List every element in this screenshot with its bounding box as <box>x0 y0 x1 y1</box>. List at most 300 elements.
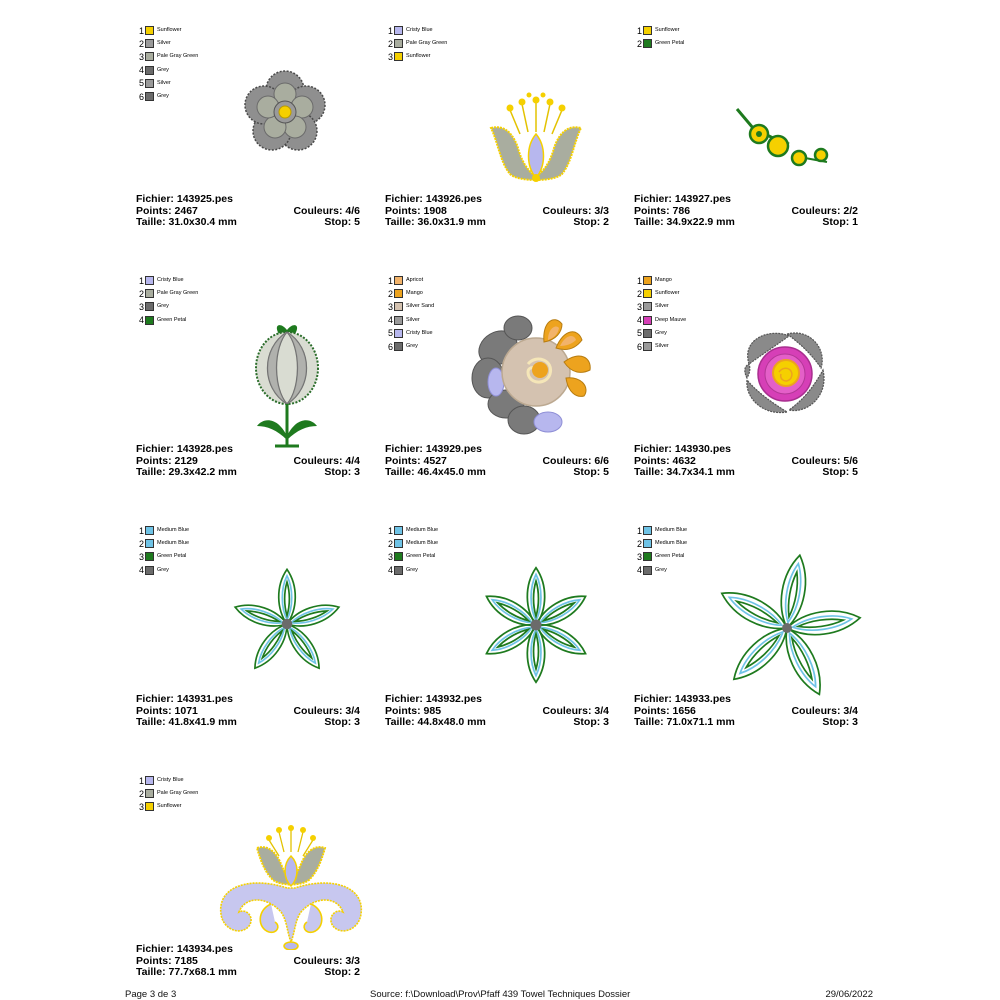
stop-label: Stop: <box>573 216 601 228</box>
size-label: Taille: <box>385 716 415 728</box>
thread-row <box>385 537 438 550</box>
thread-name: Silver <box>157 40 171 47</box>
stop-line <box>324 467 360 479</box>
points-label: Points: <box>136 454 172 467</box>
design-info <box>634 444 858 479</box>
colours-label: Couleurs: <box>791 704 841 717</box>
thread-name: Grey <box>655 566 667 573</box>
thread-number: 4 <box>138 315 144 326</box>
thread-number: 2 <box>636 38 642 49</box>
thread-palette <box>385 274 434 353</box>
file-name: 143925.pes <box>176 193 233 205</box>
size-line <box>634 217 735 229</box>
stop-label: Stop: <box>324 716 352 728</box>
thread-number: 2 <box>387 38 393 49</box>
thread-name: Grey <box>157 66 169 73</box>
thread-swatch <box>394 552 403 561</box>
thread-number: 1 <box>138 775 144 786</box>
stop-value: 1 <box>852 216 858 228</box>
points-value: 1908 <box>423 204 447 217</box>
thread-row <box>634 340 686 353</box>
size-value: 34.7x34.1 mm <box>666 466 735 478</box>
points-value: 2129 <box>174 454 198 467</box>
thread-row <box>136 37 198 50</box>
thread-row <box>136 64 198 77</box>
thread-row <box>136 550 189 563</box>
embroidery-preview-berries <box>713 50 863 200</box>
thread-swatch <box>145 92 154 101</box>
colours-value: 4/6 <box>345 204 360 217</box>
thread-row <box>136 537 189 550</box>
thread-row <box>136 274 198 287</box>
thread-row <box>634 274 686 287</box>
design-info <box>385 694 609 729</box>
thread-row <box>634 287 686 300</box>
thread-number: 1 <box>138 275 144 286</box>
stop-value: 5 <box>354 216 360 228</box>
stop-value: 2 <box>603 216 609 228</box>
thread-number: 2 <box>138 788 144 799</box>
thread-swatch <box>643 39 652 48</box>
thread-name: Cristy Blue <box>157 777 184 784</box>
thread-name: Sunflower <box>406 53 431 60</box>
colours-label: Couleurs: <box>791 204 841 217</box>
design-info <box>634 194 858 229</box>
thread-row <box>136 287 198 300</box>
points-value: 4632 <box>672 454 696 467</box>
thread-name: Sunflower <box>655 290 680 297</box>
design-card <box>130 10 360 240</box>
stop-line <box>324 967 360 979</box>
thread-swatch <box>643 276 652 285</box>
print-date: 29/06/2022 <box>825 989 873 1000</box>
thread-name: Green Petal <box>406 553 436 560</box>
thread-name: Pale Gray Green <box>157 53 199 60</box>
thread-name: Pale Gray Green <box>406 40 448 47</box>
thread-number: 5 <box>636 328 642 339</box>
thread-name: Grey <box>157 303 169 310</box>
stop-line <box>573 717 609 729</box>
colours-value: 5/6 <box>843 454 858 467</box>
size-value: 71.0x71.1 mm <box>666 716 735 728</box>
thread-number: 1 <box>138 525 144 536</box>
thread-swatch <box>394 539 403 548</box>
size-line <box>136 717 237 729</box>
colours-value: 3/3 <box>594 204 609 217</box>
thread-name: Grey <box>406 343 418 350</box>
thread-name: Medium Blue <box>406 527 439 534</box>
thread-swatch <box>394 52 403 61</box>
thread-number: 1 <box>138 25 144 36</box>
thread-swatch <box>145 566 154 575</box>
thread-swatch <box>145 316 154 325</box>
thread-name: Green Petal <box>157 316 187 323</box>
thread-swatch <box>643 316 652 325</box>
thread-row <box>136 300 198 313</box>
thread-name: Medium Blue <box>157 540 190 547</box>
thread-name: Grey <box>655 329 667 336</box>
thread-row <box>136 314 198 327</box>
thread-row <box>136 24 198 37</box>
size-line <box>136 967 237 979</box>
thread-swatch <box>394 289 403 298</box>
thread-name: Sunflower <box>157 803 182 810</box>
points-label: Points: <box>385 204 421 217</box>
thread-palette <box>634 524 687 577</box>
thread-swatch <box>643 526 652 535</box>
thread-swatch <box>643 289 652 298</box>
thread-number: 1 <box>636 275 642 286</box>
points-value: 2467 <box>174 204 198 217</box>
size-line <box>385 217 486 229</box>
file-name: 143932.pes <box>425 693 482 705</box>
file-label: Fichier: <box>385 443 423 455</box>
thread-palette <box>136 774 198 814</box>
size-line <box>136 217 237 229</box>
points-value: 1071 <box>174 704 198 717</box>
size-value: 34.9x22.9 mm <box>666 216 735 228</box>
design-card <box>379 510 609 740</box>
stop-line <box>822 217 858 229</box>
design-card <box>130 510 360 740</box>
file-name: 143928.pes <box>176 443 233 455</box>
design-card <box>379 260 609 490</box>
thread-swatch <box>394 342 403 351</box>
thread-name: Cristy Blue <box>406 329 433 336</box>
size-line <box>385 467 486 479</box>
file-name: 143934.pes <box>176 943 233 955</box>
thread-number: 6 <box>636 341 642 352</box>
points-label: Points: <box>634 454 670 467</box>
file-label: Fichier: <box>634 693 672 705</box>
colours-label: Couleurs: <box>293 204 343 217</box>
thread-number: 3 <box>636 301 642 312</box>
stop-value: 3 <box>852 716 858 728</box>
thread-name: Medium Blue <box>406 540 439 547</box>
size-label: Taille: <box>385 466 415 478</box>
thread-name: Pale Gray Green <box>157 290 199 297</box>
embroidery-preview-large-loop-flower <box>713 550 863 700</box>
thread-number: 3 <box>138 301 144 312</box>
thread-row <box>634 300 686 313</box>
stop-line <box>324 717 360 729</box>
size-label: Taille: <box>136 966 166 978</box>
thread-palette <box>385 24 447 64</box>
thread-number: 5 <box>138 78 144 89</box>
thread-name: Deep Mauve <box>655 316 687 323</box>
design-card <box>130 760 360 990</box>
stop-label: Stop: <box>324 216 352 228</box>
thread-name: Grey <box>157 93 169 100</box>
points-value: 1656 <box>672 704 696 717</box>
colours-value: 4/4 <box>345 454 360 467</box>
thread-name: Green Petal <box>157 553 187 560</box>
size-value: 29.3x42.2 mm <box>168 466 237 478</box>
size-label: Taille: <box>634 716 664 728</box>
thread-swatch <box>394 39 403 48</box>
thread-name: Medium Blue <box>655 540 688 547</box>
size-label: Taille: <box>634 216 664 228</box>
thread-swatch <box>394 316 403 325</box>
size-line <box>385 717 486 729</box>
thread-swatch <box>145 789 154 798</box>
thread-name: Cristy Blue <box>406 27 433 34</box>
stop-label: Stop: <box>324 966 352 978</box>
thread-swatch <box>145 539 154 548</box>
thread-number: 1 <box>636 25 642 36</box>
colours-label: Couleurs: <box>293 454 343 467</box>
thread-row <box>634 37 684 50</box>
embroidery-preview-six-petal-flower <box>464 550 614 700</box>
stop-label: Stop: <box>324 466 352 478</box>
size-label: Taille: <box>136 466 166 478</box>
thread-row <box>634 537 687 550</box>
stop-line <box>822 717 858 729</box>
stop-label: Stop: <box>822 466 850 478</box>
thread-number: 6 <box>138 91 144 102</box>
design-card <box>379 10 609 240</box>
thread-row <box>634 327 686 340</box>
thread-number: 3 <box>387 551 393 562</box>
points-label: Points: <box>385 454 421 467</box>
stop-value: 2 <box>354 966 360 978</box>
size-line <box>136 467 237 479</box>
thread-swatch <box>145 79 154 88</box>
thread-number: 3 <box>138 551 144 562</box>
colours-label: Couleurs: <box>542 204 592 217</box>
thread-row <box>385 287 434 300</box>
thread-number: 4 <box>636 315 642 326</box>
file-label: Fichier: <box>385 693 423 705</box>
thread-name: Cristy Blue <box>157 277 184 284</box>
size-label: Taille: <box>136 716 166 728</box>
design-info <box>385 194 609 229</box>
thread-swatch <box>145 776 154 785</box>
thread-name: Mango <box>406 290 423 297</box>
file-name: 143929.pes <box>425 443 482 455</box>
thread-number: 1 <box>387 275 393 286</box>
thread-name: Grey <box>406 566 418 573</box>
size-label: Taille: <box>385 216 415 228</box>
design-info <box>136 444 360 479</box>
thread-number: 2 <box>387 288 393 299</box>
embroidery-preview-flower <box>215 50 365 200</box>
thread-name: Silver <box>157 79 171 86</box>
colours-value: 3/3 <box>345 954 360 967</box>
design-info <box>136 694 360 729</box>
thread-number: 3 <box>636 551 642 562</box>
file-name: 143926.pes <box>425 193 482 205</box>
design-card <box>628 510 858 740</box>
points-value: 4527 <box>423 454 447 467</box>
thread-name: Silver Sand <box>406 303 435 310</box>
thread-row <box>385 314 434 327</box>
thread-swatch <box>145 526 154 535</box>
source-path: Source: f:\Download\Prov\Pfaff 439 Towel Techniques Dossier <box>370 989 631 1000</box>
thread-row <box>385 50 447 63</box>
points-value: 786 <box>672 204 691 217</box>
stop-value: 3 <box>354 716 360 728</box>
stop-line <box>573 467 609 479</box>
file-name: 143930.pes <box>674 443 731 455</box>
colours-value: 3/4 <box>345 704 360 717</box>
stop-value: 5 <box>603 466 609 478</box>
thread-swatch <box>643 539 652 548</box>
thread-row <box>385 24 447 37</box>
thread-swatch <box>145 26 154 35</box>
thread-swatch <box>145 276 154 285</box>
thread-swatch <box>145 39 154 48</box>
size-value: 36.0x31.9 mm <box>417 216 486 228</box>
thread-palette <box>136 524 189 577</box>
design-info <box>634 694 858 729</box>
thread-name: Green Petal <box>655 553 685 560</box>
size-value: 31.0x30.4 mm <box>168 216 237 228</box>
thread-number: 2 <box>138 288 144 299</box>
points-label: Points: <box>385 704 421 717</box>
thread-row <box>136 774 198 787</box>
file-label: Fichier: <box>136 693 174 705</box>
stop-line <box>573 217 609 229</box>
thread-swatch <box>145 289 154 298</box>
thread-swatch <box>145 552 154 561</box>
colours-value: 2/2 <box>843 204 858 217</box>
thread-row <box>136 50 198 63</box>
thread-name: Pale Gray Green <box>157 790 199 797</box>
thread-name: Mango <box>655 277 672 284</box>
thread-swatch <box>643 566 652 575</box>
stop-label: Stop: <box>573 466 601 478</box>
thread-row <box>385 300 434 313</box>
thread-row <box>136 787 198 800</box>
thread-number: 4 <box>387 315 393 326</box>
thread-name: Silver <box>406 316 420 323</box>
stop-label: Stop: <box>573 716 601 728</box>
embroidery-preview-tulip <box>464 50 614 200</box>
thread-row <box>634 564 687 577</box>
file-label: Fichier: <box>136 443 174 455</box>
thread-swatch <box>394 329 403 338</box>
embroidery-preview-peony <box>713 300 863 450</box>
design-info <box>136 944 360 979</box>
stop-label: Stop: <box>822 216 850 228</box>
page-number: Page 3 de 3 <box>125 989 177 1000</box>
embroidery-preview-rose <box>464 300 614 450</box>
size-value: 77.7x68.1 mm <box>168 966 237 978</box>
thread-swatch <box>394 276 403 285</box>
file-label: Fichier: <box>634 193 672 205</box>
thread-row <box>634 314 686 327</box>
colours-value: 3/4 <box>594 704 609 717</box>
thread-palette <box>136 274 198 327</box>
thread-row <box>385 550 438 563</box>
stop-label: Stop: <box>822 716 850 728</box>
thread-name: Apricot <box>406 277 424 284</box>
file-label: Fichier: <box>634 443 672 455</box>
design-info <box>136 194 360 229</box>
stop-value: 3 <box>603 716 609 728</box>
points-label: Points: <box>634 704 670 717</box>
stop-value: 3 <box>354 466 360 478</box>
thread-palette <box>634 24 684 50</box>
thread-row <box>136 800 198 813</box>
thread-name: Sunflower <box>655 27 680 34</box>
embroidery-preview-loop-flower <box>215 550 365 700</box>
file-name: 143933.pes <box>674 693 731 705</box>
points-label: Points: <box>136 204 172 217</box>
thread-swatch <box>643 26 652 35</box>
thread-swatch <box>394 566 403 575</box>
thread-number: 2 <box>138 38 144 49</box>
thread-row <box>634 550 687 563</box>
thread-number: 3 <box>138 51 144 62</box>
thread-number: 1 <box>387 525 393 536</box>
thread-number: 1 <box>387 25 393 36</box>
thread-row <box>136 77 198 90</box>
thread-swatch <box>643 302 652 311</box>
thread-number: 3 <box>138 801 144 812</box>
thread-swatch <box>394 302 403 311</box>
thread-swatch <box>394 26 403 35</box>
thread-row <box>385 327 434 340</box>
points-label: Points: <box>136 954 172 967</box>
file-label: Fichier: <box>136 943 174 955</box>
thread-row <box>136 564 189 577</box>
thread-swatch <box>145 802 154 811</box>
file-label: Fichier: <box>385 193 423 205</box>
thread-swatch <box>145 66 154 75</box>
thread-number: 4 <box>138 565 144 576</box>
thread-number: 3 <box>387 51 393 62</box>
colours-label: Couleurs: <box>791 454 841 467</box>
thread-name: Silver <box>655 303 669 310</box>
thread-swatch <box>145 302 154 311</box>
embroidery-preview-bulb-flower <box>215 300 365 450</box>
thread-row <box>136 90 198 103</box>
thread-number: 3 <box>387 301 393 312</box>
thread-row <box>136 524 189 537</box>
thread-palette <box>385 524 438 577</box>
points-label: Points: <box>136 704 172 717</box>
thread-name: Grey <box>157 566 169 573</box>
size-line <box>634 467 735 479</box>
design-info <box>385 444 609 479</box>
thread-number: 4 <box>636 565 642 576</box>
thread-row <box>634 24 684 37</box>
stop-line <box>822 467 858 479</box>
thread-swatch <box>643 329 652 338</box>
thread-name: Medium Blue <box>157 527 190 534</box>
thread-swatch <box>145 52 154 61</box>
size-value: 46.4x45.0 mm <box>417 466 486 478</box>
colours-label: Couleurs: <box>542 704 592 717</box>
thread-number: 2 <box>387 538 393 549</box>
thread-palette <box>136 24 198 103</box>
file-name: 143927.pes <box>674 193 731 205</box>
size-value: 41.8x41.9 mm <box>168 716 237 728</box>
file-name: 143931.pes <box>176 693 233 705</box>
points-value: 7185 <box>174 954 198 967</box>
colours-label: Couleurs: <box>293 954 343 967</box>
size-value: 44.8x48.0 mm <box>417 716 486 728</box>
thread-name: Silver <box>655 343 669 350</box>
stop-value: 5 <box>852 466 858 478</box>
thread-row <box>385 274 434 287</box>
colours-label: Couleurs: <box>542 454 592 467</box>
thread-number: 1 <box>636 525 642 536</box>
thread-row <box>385 37 447 50</box>
size-line <box>634 717 735 729</box>
